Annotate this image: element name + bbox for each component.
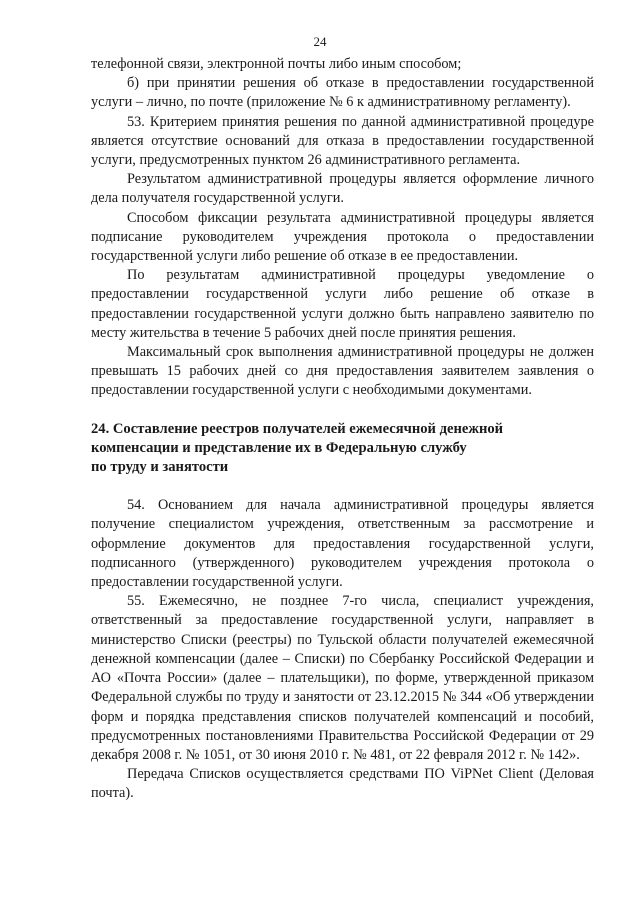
page-content <box>91 55 594 804</box>
heading-line: по труду и занятости <box>91 459 229 476</box>
spacer <box>91 401 594 420</box>
paragraph-53: 53. Критерием принятия решения по данной административной процедуре является отсутствие оснований для отказа в предоставлении государственной услуги, предусмотренных пунктом 26 административного регламента. <box>91 113 594 169</box>
spacer <box>91 477 594 496</box>
paragraph-transfer: Передача Списков осуществляется средствами ПО ViPNet Client (Деловая почта). <box>91 766 594 802</box>
paragraph-54: 54. Основанием для начала административной процедуры является получение специалистом учреждения, ответственным за рассмотрение и оформление документов для предоставления государственной услуги, подписанного (утвержденного) руководителем учреждения протокола о предоставлении государственной услуги. <box>91 497 594 591</box>
paragraph-55: 55. Ежемесячно, не позднее 7-го числа, специалист учреждения, ответственный за предоставление государственной услуги, направляет в министерство Списки (реестры) по Тульской области получателей ежемесячной денежной компенсации (далее – Списки) по Сбербанку Российской Федерации и АО «Почта России» (далее – плательщики), по форме, утвержденной приказом Федеральной службы по труду и занятости от 23.12.2015 № 344 «Об утверждении форм и порядка представления списков получателей компенсаций и пособий, предусмотренных постановлениями Правительства Российской Федерации от 29 декабря 2008 г. № 1051, от 30 июня 2010 г. № 481, от 22 февраля 2012 г. № 142». <box>91 593 594 763</box>
section-heading <box>91 420 594 478</box>
paragraph-continuation: телефонной связи, электронной почты либо иным способом; <box>91 56 462 72</box>
heading-line: компенсации и представление их в Федеральную службу <box>91 439 467 456</box>
paragraph-max-term: Максимальный срок выполнения административной процедуры не должен превышать 15 рабочих дней со дня предоставления заявителем заявления о предоставлении государственной услуги с необходимыми документами. <box>91 344 594 399</box>
paragraph-item-b: б) при принятии решения об отказе в предоставлении государственной услуги – лично, по почте (приложение № 6 к административному регламенту). <box>91 75 594 111</box>
paragraph-notification: По результатам административной процедуры уведомление о предоставлении государственной услуги либо решение об отказе в предоставлении государственной услуги должно быть направлено заявителю по месту жительства в течение 5 рабочих дней после принятия решения. <box>91 267 594 341</box>
page-number: 24 <box>313 34 327 49</box>
heading-line: 24. Составление реестров получателей ежемесячной денежной <box>91 420 504 437</box>
paragraph-result: Результатом административной процедуры является оформление личного дела получателя государственной услуги. <box>91 171 594 207</box>
paragraph-fixation: Способом фиксации результата административной процедуры является подписание руководителем учреждения протокола о предоставлении государственной услуги либо решение об отказе в ее предоставлении. <box>91 209 594 265</box>
